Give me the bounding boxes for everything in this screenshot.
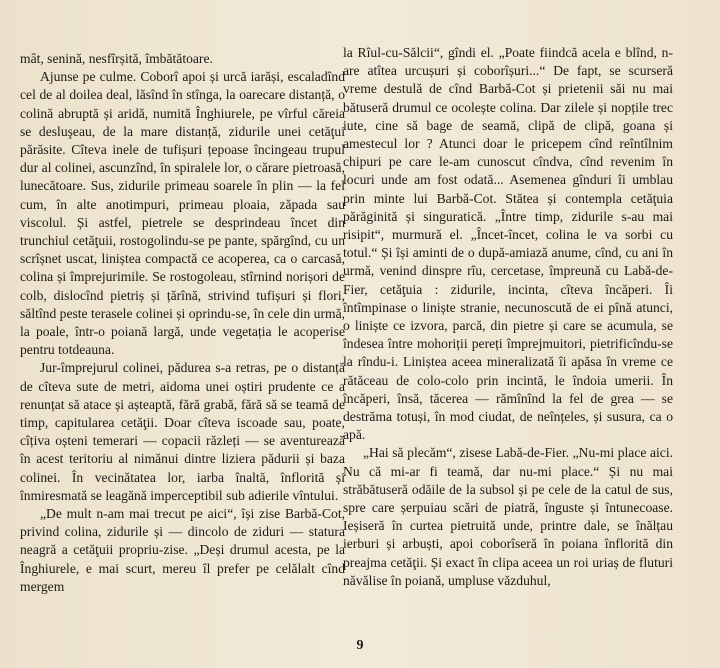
paragraph: „De mult n-am mai trecut pe aici“, își zise Barbă-Cot, privind colina, zidurile și — dincolo de ziduri — statura neagră a cetăţuii propriu-zise. „Deși drumul acesta, pe la Înghiurele, e mai scurt, mereu îl prefer pe celălalt cînd mergem [20,506,345,594]
paragraph: Ajunse pe culme. Coborî apoi și urcă iarăși, escaladînd cel de al doilea deal, lăsînd în stînga, la oarecare distanță, o colină abruptă și aridă, numită Înghiurele, pe vîrful căreia se desluşeau, de la mare distanță, zidurile unei cetăţui părăsite. Cîteva inele de tufișuri țepoase încingeau trupul dur al colinei, ascunzînd, în spiralele lor, o cărare pietroasă, lunecătoare. Sus, zidurile primeau soarele în plin — la fel cum, în alte anotimpuri, primeau ploaia, zăpada sau viscolul. Și astfel, pietrele se desprindeau încet din trunchiul cetăţuii, rostogolindu-se pe pante, spărgînd, cu un scrîșnet uscat, liniștea compactă ce acoperea, ca o carcasă, colina și împrejurimile. Se rostogoleau, stîrnind norișori de colb, dislocînd pietriș și țărînă, strivind tufișuri și flori, săltînd peste terasele colinei și oprindu-se, în cele din urmă, la poale, într-o poiană largă, unde vegetația le acoperise pentru totdeauna. [20,69,346,358]
paragraph: „Hai să plecăm“, zisese Labă-de-Fier. „Nu-mi place aici. Nu că mi-ar fi teamă, dar nu-mi place.“ Și nu mai străbătuseră odăile de la subsol și pe cele de la catul de sus, spre care șerpuiau scări de piatră, înguste și întunecoase. Ieșiseră în curtea pietruită unde, printre dale, se înălțau ierburi și arbuști, apoi coborîseră în poiana înflorită din preajma cetăţii. Și exact în clipa aceea un roi uriaș de fluturi năvălise în poiană, umpluse văzduhul, [343,445,673,588]
paragraph: mât, senină, nesfîrșită, îmbătătoare. [20,51,213,66]
page-number: 9 [356,638,364,653]
left-text-column [20,50,345,596]
right-text-column [343,44,673,590]
paragraph: la Rîul-cu-Sălcii“, gîndi el. „Poate fiindcă acela e blînd, n-are atîtea urcușuri și coborîșuri...“ De fapt, se scurseră vreme destulă de cînd Barbă-Cot și prietenii săi nu mai bătuseră drumul ce ocolește colina. Dar zilele și nopțile trec iute, cine să bage de seamă, clipă de clipă, goana și amestecul lor ? Atunci doar le pricepem cînd reîntîlnim chipuri pe care le-am cunoscut cîndva, cînd revenim în locuri unde am fost odată... Asemenea gînduri îi umblau prin minte lui Barbă-Cot. Stătea și contempla cetăţuia părăginită și singuratică. „Între timp, zidurile s-au mai risipit“, murmură el. „Încet-încet, colina le va sorbi cu totul.“ Și își aminti de o după-amiază anume, cînd, cu ani în urmă, venind dinspre rîu, cercetase, împreună cu Labă-de-Fier, cetăţuia : zidurile, incinta, cîteva încăperi. Îi întîmpinase o liniște stranie, necunoscută de ei pînă atunci, o liniște ce izvora, parcă, din pietre și care se acumula, se îndesea între mohoriții pereți împrejmuitori, pietrificîndu-se la rîndu-i. Liniștea aceea mineralizată îi apăsa în vreme ce rătăceau de colo-colo prin incintă, le îndoia umerii. În încăperi, însă, tăcerea — rămînînd la fel de grea — se destrăma totuși, în mod ciudat, de neînțeles, și susura, ca o apă. [343,45,673,443]
paragraph: Jur-împrejurul colinei, pădurea s-a retras, pe o distanță de cîteva sute de metri, aidoma unei oștiri prudente ce a renunțat să atace și așteaptă, fără grabă, fără să se teamă de timp, capitularea cetăţii. Doar cîteva iscoade sau, poate, cîțiva oșteni temerari — copacii răzleți — se aventurează în acest teritoriu al nimănui dintre liziera pădurii și baza colinei. În vecinătatea lor, iarba înaltă, înflorită și înmiresmată se leagănă imperceptibil sub adierile vîntului. [20,360,345,503]
